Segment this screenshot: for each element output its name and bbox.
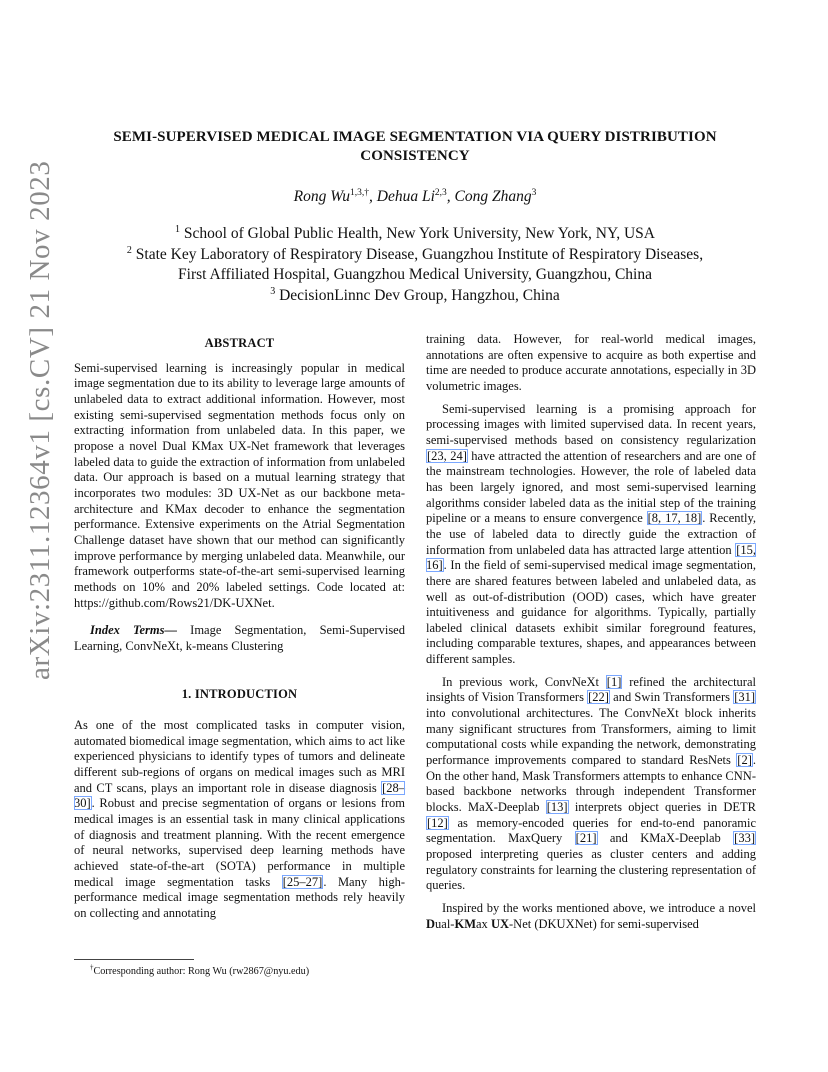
affiliation-marker: 3 [270, 285, 276, 297]
index-terms-text: Image Segmentation, Semi-Supervised Learning, ConvNeXt, k-means Clustering [74, 623, 405, 653]
acronym-letter: UX [490, 916, 509, 931]
abstract-heading: ABSTRACT [204, 336, 275, 350]
acronym-letter: D [426, 916, 436, 931]
title-line-2: CONSISTENCY [360, 148, 470, 164]
intro-paragraph-1 [74, 718, 405, 922]
paper-title [80, 128, 750, 166]
intro-paragraph-2 [426, 402, 756, 668]
paragraph-text: In previous work, ConvNeXt [442, 674, 606, 689]
affiliation-text: School of Global Public Health, New York University, New York, NY, USA [180, 225, 655, 242]
citation-link[interactable]: [21] [575, 831, 597, 846]
citation-link[interactable]: [23, 24] [427, 448, 467, 463]
paragraph-text: -Net (DKUXNet) for semi-supervised [509, 916, 699, 931]
author-superscript: 3 [531, 187, 537, 198]
title-line-1: SEMI-SUPERVISED MEDICAL IMAGE SEGMENTATION VIA QUERY DISTRIBUTION [113, 129, 717, 145]
paragraph-text: into convolutional architectures. The ConvNeXt block inherits many significant structures from Transformers, aiming to limit computational costs while expanding the network, demonstrating performance improvements compared to standard ResNets [426, 706, 756, 768]
paragraph-text: refined the architectural insights of Vision Transformers [426, 674, 756, 705]
citation-link[interactable]: [8, 17, 18] [647, 511, 702, 526]
citation-link[interactable]: [31] [734, 690, 756, 705]
citation-link[interactable]: [12] [427, 815, 448, 830]
affiliation-marker: 2 [126, 244, 132, 256]
affiliation-1 [60, 224, 770, 245]
index-terms-label: Index Terms— [90, 623, 178, 638]
paragraph-text: proposed interpreting queries as cluster centers and adding regulatory constraints for learning the clustering representation of queries. [426, 847, 756, 893]
author-list [80, 187, 750, 207]
paragraph-text: Semi-supervised learning is a promising approach for processing images with limited supervised data. In recent years, semi-supervised methods based on consistency regularization [426, 401, 756, 447]
citation-link[interactable]: [2] [737, 753, 752, 768]
paragraph-text: ual- [435, 916, 455, 931]
paragraph-text: as memory-encoded queries for end-to-end panoramic segmentation. MaxQuery [426, 815, 756, 846]
paragraph-text: . In the field of semi-supervised medical image segmentation, there are shared features between labeled and unlabeled data, as well as out-of-distribution (OOD) cases, which have greater intuitiveness and guidance for algorithms. Typically, partially labeled clinical datasets exhibit similar foreground features, including comparable textures, shapes, and appearances between different samples. [426, 558, 756, 667]
left-column [74, 336, 405, 922]
citation-link[interactable]: [33] [734, 831, 755, 846]
paragraph-text: . Many high-performance medical image segmentation methods rely heavily on collecting and annotating [74, 874, 405, 920]
paragraph-text: . Recently, the use of labeled data to directly guide the extraction of information from unlabeled data has attracted large attention [426, 511, 757, 557]
author-name: Cong Zhang [454, 188, 532, 205]
citation-link[interactable]: [28–30] [74, 780, 405, 811]
affiliation-text: DecisionLinnc Dev Group, Hangzhou, China [275, 286, 560, 304]
abstract-body: Semi-supervised learning is increasingly popular in medical image segmentation due to its ability to leverage large amounts of unlabeled data to extract additional information. However, most existing semi-supervised segmentation methods focus only on extracting information from unlabeled data. In this paper, we propose a novel Dual KMax UX-Net framework that leverages labeled data to guide the extraction of information from unlabeled data. Our approach is based on a mutual learning strategy that incorporates two modules: 3D UX-Net as our backbone meta-architecture and KMax decoder to enhance the segmentation performance. Extensive experiments on the Atrial Segmentation Challenge dataset have shown that our method can significantly improve performance by merging unlabeled data. Meanwhile, our framework outperforms state-of-the-art semi-supervised learning methods on 10% and 20% labeled settings. Code located at: https://github.com/Rows21/DK-UXNet. [74, 360, 405, 610]
author-superscript: 1,3,† [350, 187, 370, 198]
author-superscript: 2,3 [434, 187, 447, 198]
footnote [74, 965, 405, 978]
right-column [426, 332, 756, 932]
affiliation-3 [60, 286, 770, 307]
author-name: Rong Wu [293, 188, 351, 205]
paragraph-text: have attracted the attention of researchers and are one of the mainstream technologies. However, the role of labeled data has been largely ignored, and most semi-supervised learning algorithms consider labeled data as the initial step of the training pipeline or a means to ensure convergence [426, 448, 756, 526]
citation-link[interactable]: [25–27] [282, 874, 323, 889]
intro-paragraph-1-continued: training data. However, for real-world medical images, annotations are often expensive to acquire as both expertise and time are needed to produce accurate annotations, especially in 3D volumetric images. [426, 332, 756, 393]
paragraph-text: interprets object queries in DETR [568, 800, 756, 815]
paragraph-text: and Swin Transformers [609, 690, 734, 705]
footnote-marker: † [90, 963, 94, 972]
paragraph-text: ax [476, 916, 491, 931]
affiliation-marker: 1 [175, 223, 181, 235]
paragraph-text: . Robust and precise segmentation of organs or lesions from medical images is an essential task in many clinical applications of diagnosis and treatment planning. With the recent emergence of neural networks, supervised deep learning methods have achieved state-of-the-art (SOTA) performance in multiple medical image segmentation tasks [74, 796, 405, 889]
paragraph-text: As one of the most complicated tasks in computer vision, automated biomedical image segmentation, which aims to act like experienced physicians to identify types of tumors and delineate different sub-regions of organs on medical images such as MRI and CT scans, plays an important role in disease diagnosis [74, 718, 405, 795]
intro-paragraph-4 [426, 901, 756, 932]
author-separator: , [446, 188, 455, 205]
acronym-letter: KM [454, 916, 476, 931]
affiliation-2-continued: First Affiliated Hospital, Guangzhou Medical University, Guangzhou, China [178, 266, 652, 283]
author-name: Dehua Li [376, 188, 435, 205]
intro-paragraph-3 [426, 675, 756, 894]
affiliation-text: State Key Laboratory of Respiratory Disease, Guangzhou Institute of Respiratory Diseases, [131, 245, 704, 263]
citation-link[interactable]: [1] [606, 674, 622, 689]
footnote-divider [74, 959, 194, 960]
citation-link[interactable]: [13] [546, 800, 568, 815]
affiliations [60, 224, 770, 306]
affiliation-2 [60, 245, 770, 266]
paragraph-text: and KMaX-Deeplab [597, 831, 734, 846]
footnote-text: Corresponding author: Rong Wu (rw2867@nyu.edu) [93, 966, 310, 977]
introduction-heading: 1. INTRODUCTION [181, 687, 298, 702]
citation-link[interactable]: [22] [588, 690, 609, 705]
author-separator: , [369, 188, 377, 205]
citation-link[interactable]: [15, 16] [426, 542, 756, 573]
index-terms [74, 623, 405, 654]
paragraph-text: . On the other hand, Mask Transformers attempts to enhance CNN-based backbone networks through independent Transformer blocks. MaX-Deeplab [426, 753, 756, 815]
arxiv-identifier: arXiv:2311.12364v1 [cs.CV] 21 Nov 2023 [24, 160, 56, 680]
paragraph-text: Inspired by the works mentioned above, we introduce a novel [442, 900, 756, 915]
